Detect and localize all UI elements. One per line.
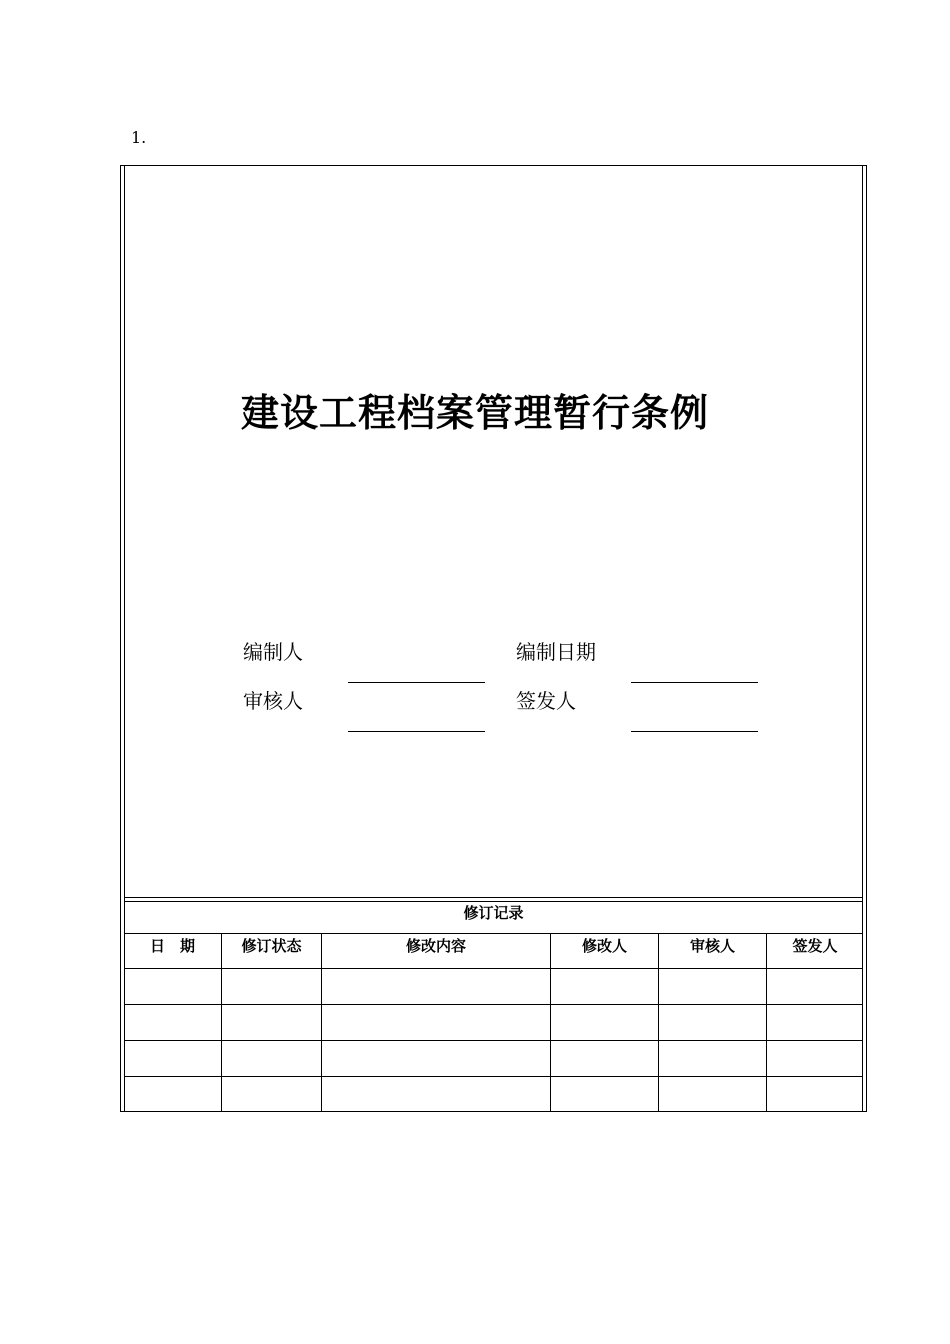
- column-header-revision-status: 修订状态: [241, 937, 302, 955]
- compile-date-label: 编制日期: [516, 640, 596, 664]
- table-row[interactable]: [124, 1041, 863, 1076]
- reviewer-label: 审核人: [243, 689, 303, 713]
- compiler-signature-line[interactable]: [348, 682, 485, 683]
- compiler-label: 编制人: [243, 640, 303, 664]
- table-row[interactable]: [124, 969, 863, 1004]
- issuer-label: 签发人: [516, 689, 576, 713]
- page-number: 1.: [131, 128, 147, 147]
- reviewer-signature-line[interactable]: [348, 731, 485, 732]
- column-header-reviewer: 审核人: [689, 937, 735, 955]
- column-header-issuer: 签发人: [792, 937, 838, 955]
- revision-table-title: 修订记录: [463, 904, 524, 922]
- column-header-modifier: 修改人: [581, 937, 627, 955]
- table-row[interactable]: [124, 1077, 863, 1111]
- document-title: 建设工程档案管理暂行条例: [240, 391, 709, 435]
- column-header-change-content: 修改内容: [405, 937, 466, 955]
- column-header-date: 日 期: [149, 937, 195, 955]
- table-row[interactable]: [124, 1005, 863, 1040]
- compile-date-line[interactable]: [631, 682, 758, 683]
- issuer-signature-line[interactable]: [631, 731, 758, 732]
